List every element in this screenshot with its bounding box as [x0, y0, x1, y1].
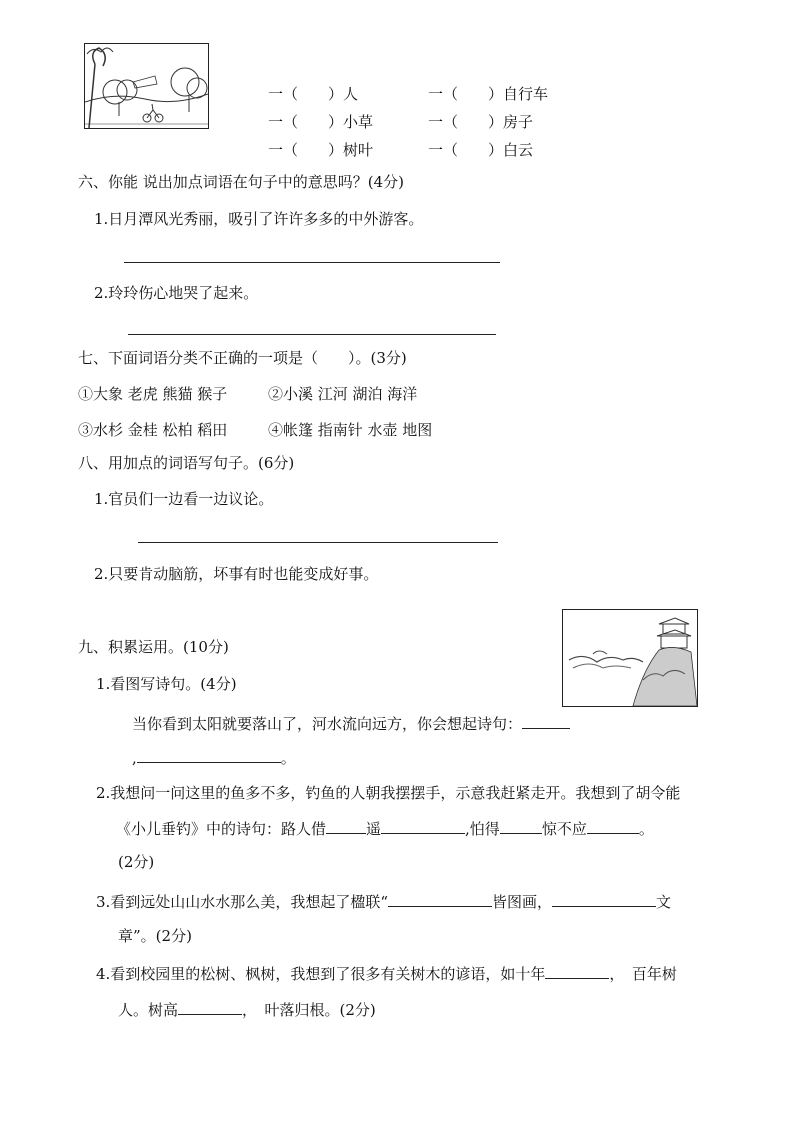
text-part: 4.看到校园里的松树、枫树，我想到了很多有关树木的谚语，如十年: [96, 965, 546, 983]
question-8-item-2: 2.只要肯动脑筋，坏事有时也能变成好事。: [94, 565, 379, 583]
blank[interactable]: [326, 817, 366, 834]
pavilion-drawing: [563, 610, 697, 706]
blank[interactable]: [381, 817, 465, 834]
prompt-text: 当你看到太阳就要落山了，河水流向远方，你会想起诗句：: [132, 715, 523, 733]
question-9-sub-2-score: (2分): [118, 853, 155, 871]
fill-item: 一（ ）白云: [428, 141, 534, 159]
text-part: ， 百年树: [609, 965, 677, 983]
park-scene-drawing: [85, 44, 208, 128]
text-part: 人。树高: [118, 1001, 179, 1019]
comma-text: ,: [132, 749, 137, 767]
question-9-sub-4-line2: [118, 998, 376, 1020]
blank[interactable]: [552, 890, 656, 907]
option-4: ④帐篷 指南针 水壶 地图: [268, 421, 433, 439]
text-part: 遥: [366, 820, 382, 838]
end-text: 。: [280, 749, 296, 767]
question-8-title: 八、用加点的词语写句子。(6分): [78, 454, 295, 472]
answer-line[interactable]: [124, 262, 500, 263]
blank[interactable]: [178, 998, 242, 1015]
blank[interactable]: [388, 890, 492, 907]
blank[interactable]: [137, 746, 281, 763]
text-part: 惊不应: [541, 820, 587, 838]
question-9-sub-3-line2: 章”。(2分): [118, 927, 192, 945]
question-9-title: 九、积累运用。(10分): [78, 638, 229, 656]
blank[interactable]: [522, 712, 570, 729]
text-part: 。: [638, 820, 654, 838]
question-8-item-1: 1.官员们一边看一边议论。: [94, 490, 274, 508]
question-7-title: 七、下面词语分类不正确的一项是（ ）。(3分): [78, 349, 407, 367]
option-3: ③水杉 金桂 松柏 稻田: [78, 421, 228, 439]
fill-item: 一（ ）小草: [268, 113, 374, 131]
question-9-sub-1-line2: [132, 746, 296, 768]
fill-item: 一（ ）房子: [428, 113, 534, 131]
blank[interactable]: [587, 817, 639, 834]
blank[interactable]: [545, 962, 609, 979]
text-part: ,怕得: [465, 820, 500, 838]
blank[interactable]: [500, 817, 542, 834]
fill-item: 一（ ）树叶: [268, 141, 374, 159]
question-9-sub-2-line2: [116, 817, 654, 839]
fill-item: 一（ ）自行车: [428, 85, 549, 103]
question-9-sub-4-line1: [96, 962, 677, 984]
text-part: 文: [656, 893, 672, 911]
option-1: ①大象 老虎 熊猫 猴子: [78, 385, 228, 403]
question-6-title: 六、你能 说出加点词语在句子中的意思吗？(4分): [78, 173, 405, 191]
answer-line[interactable]: [138, 542, 498, 543]
answer-line[interactable]: [128, 334, 496, 335]
question-9-sub-3-line1: [96, 890, 671, 912]
option-2: ②小溪 江河 湖泊 海洋: [268, 385, 418, 403]
text-part: 3.看到远处山山水水那么美，我想起了楹联“: [96, 893, 388, 911]
pavilion-sunset-image: [562, 609, 698, 707]
question-9-sub-1: 1.看图写诗句。(4分): [96, 675, 237, 693]
question-6-item-1: 1.日月潭风光秀丽，吸引了许许多多的中外游客。: [94, 210, 424, 228]
question-6-item-2: 2.玲玲伤心地哭了起来。: [94, 284, 259, 302]
park-scene-image: [84, 43, 209, 129]
question-9-sub-2-line1: 2.我想问一问这里的鱼多不多，钓鱼的人朝我摆摆手，示意我赶紧走开。我想到了胡令能: [96, 784, 681, 802]
text-part: 皆图画，: [491, 893, 552, 911]
fill-item: 一（ ）人: [268, 85, 359, 103]
text-part: 《小儿垂钓》中的诗句：路人借: [116, 820, 327, 838]
question-9-sub-1-text: [132, 712, 570, 734]
text-part: ， 叶落归根。(2分): [242, 1001, 376, 1019]
